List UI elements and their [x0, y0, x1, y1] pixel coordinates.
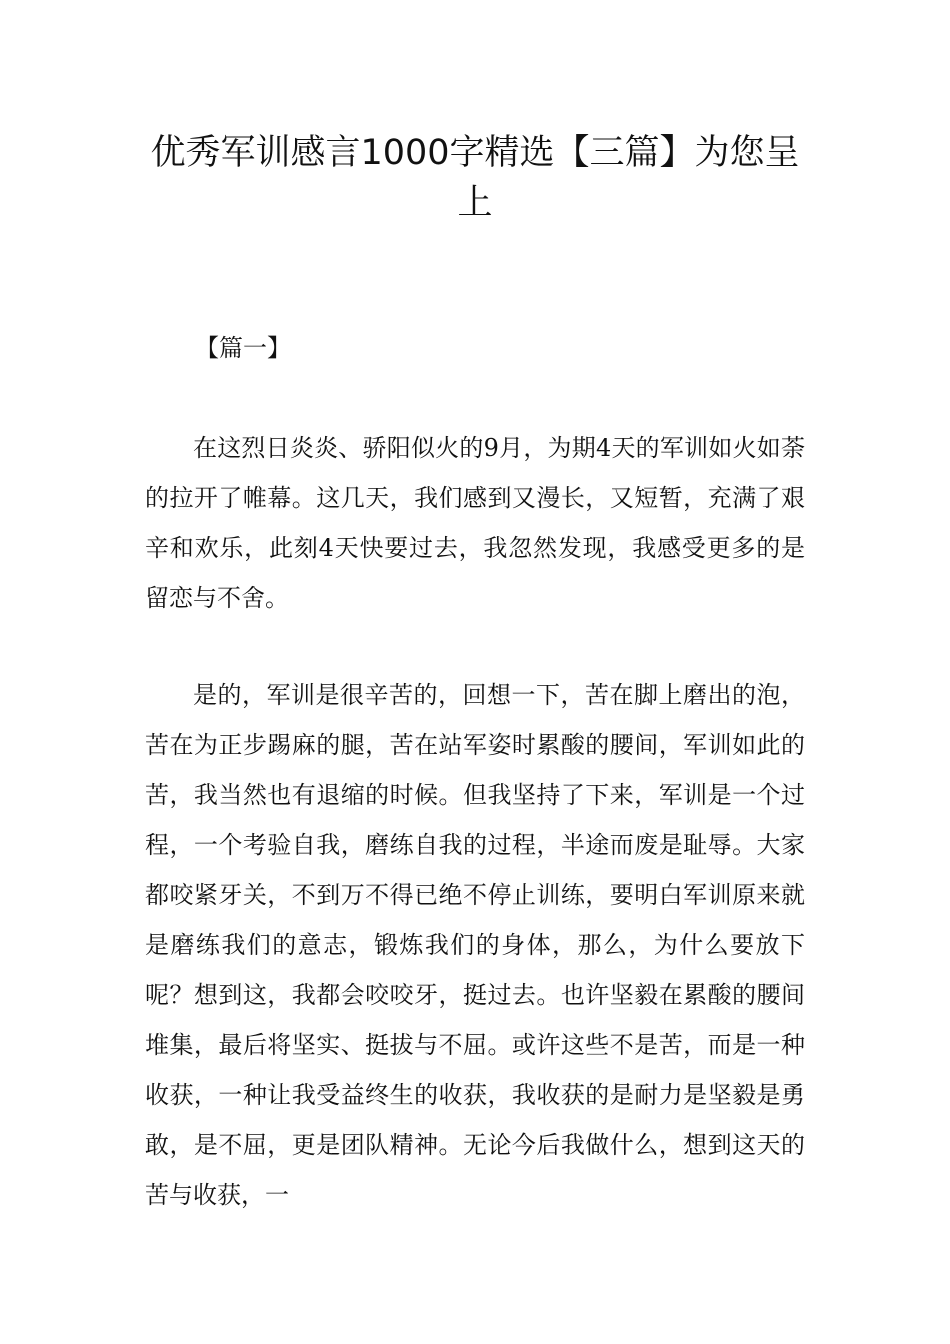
paragraph-1: 在这烈日炎炎、骄阳似火的9月，为期4天的军训如火如荼的拉开了帷幕。这几天，我们感到又漫长，又短暂，充满了艰辛和欢乐，此刻4天快要过去，我忽然发现，我感受更多的是留恋与不舍。 — [145, 434, 805, 612]
paragraph-2: 是的，军训是很辛苦的，回想一下，苦在脚上磨出的泡，苦在为正步踢麻的腿，苦在站军姿时累酸的腰间，军训如此的苦，我当然也有退缩的时候。但我坚持了下来，军训是一个过程，一个考验自我，磨练自我的过程，半途而废是耻辱。大家都咬紧牙关，不到万不得已绝不停止训练，要明白军训原来就是磨练我们的意志，锻炼我们的身体，那么，为什么要放下呢？想到这，我都会咬咬牙，挺过去。也许坚毅在累酸的腰间堆集，最后将坚实、挺拔与不屈。或许这些不是苦，而是一种收获，一种让我受益终生的收获，我收获的是耐力是坚毅是勇敢，是不屈，更是团队精神。无论今后我做什么，想到这天的苦与收获，一 — [145, 681, 805, 1209]
section-heading: 【篇一】 — [195, 334, 291, 362]
document-title: 优秀军训感言1000字精选【三篇】为您呈上 — [150, 133, 800, 223]
